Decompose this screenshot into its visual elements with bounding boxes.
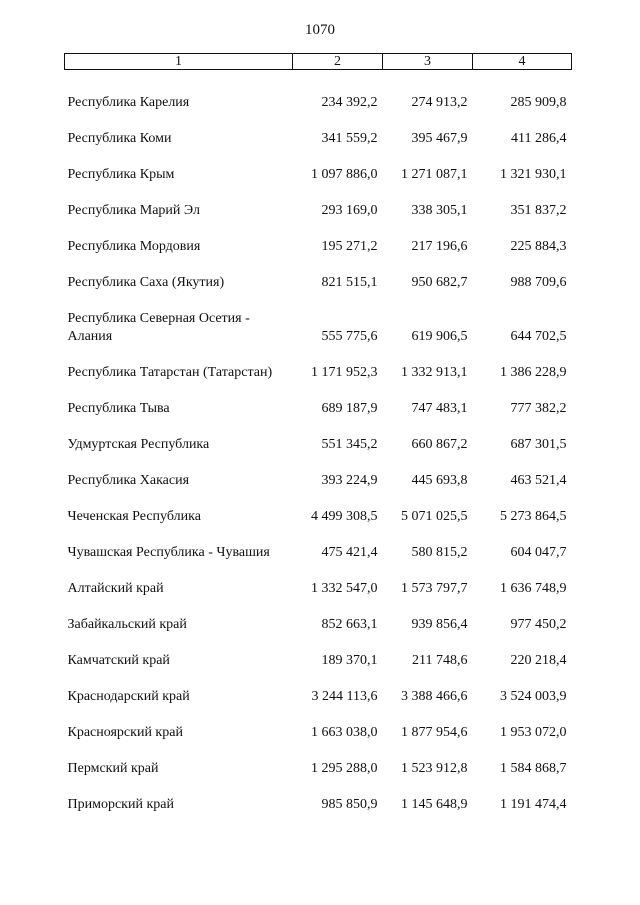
value-col-2: 821 515,1 bbox=[321, 274, 378, 290]
value-col-2: 689 187,9 bbox=[321, 400, 378, 416]
value-col-4: 604 047,7 bbox=[510, 544, 567, 560]
value-col-3: 1 877 954,6 bbox=[401, 724, 468, 740]
value-col-2: 234 392,2 bbox=[321, 94, 378, 110]
value-col-3: 1 332 913,1 bbox=[401, 364, 468, 380]
column-header-4: 4 bbox=[473, 54, 572, 70]
value-col-3: 1 573 797,7 bbox=[401, 580, 468, 596]
region-name: Красноярский край bbox=[67, 724, 183, 740]
value-col-3: 660 867,2 bbox=[411, 436, 468, 452]
value-col-3: 274 913,2 bbox=[411, 94, 468, 110]
value-col-2: 393 224,9 bbox=[321, 472, 378, 488]
region-name: Республика Северная Осетия - Алания bbox=[67, 310, 250, 344]
value-col-2: 1 295 288,0 bbox=[311, 760, 378, 776]
value-col-2: 3 244 113,6 bbox=[311, 688, 378, 704]
table-row bbox=[65, 778, 572, 814]
region-name: Удмуртская Республика bbox=[67, 436, 210, 452]
value-col-4: 351 837,2 bbox=[510, 202, 567, 218]
table-row bbox=[65, 346, 572, 382]
value-col-2: 293 169,0 bbox=[321, 202, 378, 218]
value-col-2: 985 850,9 bbox=[321, 796, 378, 812]
region-name: Республика Марий Эл bbox=[67, 202, 200, 218]
value-col-4: 220 218,4 bbox=[510, 652, 567, 668]
value-col-4: 285 909,8 bbox=[510, 94, 567, 110]
table-row bbox=[65, 490, 572, 526]
value-col-4: 988 709,6 bbox=[510, 274, 567, 290]
value-col-2: 1 332 547,0 bbox=[311, 580, 378, 596]
value-col-2: 475 421,4 bbox=[321, 544, 378, 560]
value-col-4: 644 702,5 bbox=[510, 328, 567, 344]
table-row bbox=[65, 526, 572, 562]
header-row bbox=[65, 54, 572, 70]
value-col-3: 1 523 912,8 bbox=[401, 760, 468, 776]
value-col-3: 5 071 025,5 bbox=[401, 508, 468, 524]
value-col-3: 338 305,1 bbox=[411, 202, 468, 218]
value-col-4: 3 524 003,9 bbox=[500, 688, 567, 704]
value-col-2: 189 370,1 bbox=[321, 652, 378, 668]
value-col-3: 1 145 648,9 bbox=[401, 796, 468, 812]
table-row bbox=[65, 70, 572, 112]
table-row bbox=[65, 292, 572, 346]
value-col-4: 777 382,2 bbox=[510, 400, 567, 416]
table-body bbox=[65, 70, 572, 814]
value-col-4: 1 386 228,9 bbox=[500, 364, 567, 380]
data-table bbox=[64, 53, 572, 814]
column-header-2: 2 bbox=[293, 54, 383, 70]
region-name: Камчатский край bbox=[67, 652, 170, 668]
value-col-3: 3 388 466,6 bbox=[401, 688, 468, 704]
table-row bbox=[65, 148, 572, 184]
table-row bbox=[65, 670, 572, 706]
region-name: Чувашская Республика - Чувашия bbox=[67, 544, 270, 560]
region-name: Республика Хакасия bbox=[67, 472, 190, 488]
table-row bbox=[65, 418, 572, 454]
table-row bbox=[65, 562, 572, 598]
value-col-2: 555 775,6 bbox=[321, 328, 378, 344]
value-col-2: 341 559,2 bbox=[321, 130, 378, 146]
table-row bbox=[65, 742, 572, 778]
region-name: Республика Тыва bbox=[67, 400, 170, 416]
table-row bbox=[65, 382, 572, 418]
region-name: Республика Мордовия bbox=[67, 238, 201, 254]
value-col-4: 463 521,4 bbox=[510, 472, 567, 488]
column-header-3: 3 bbox=[383, 54, 473, 70]
value-col-4: 687 301,5 bbox=[510, 436, 567, 452]
region-name: Пермский край bbox=[67, 760, 159, 776]
region-name: Республика Татарстан (Татарстан) bbox=[67, 364, 273, 380]
region-name: Алтайский край bbox=[67, 580, 164, 596]
value-col-4: 1 953 072,0 bbox=[500, 724, 567, 740]
value-col-4: 225 884,3 bbox=[510, 238, 567, 254]
value-col-4: 411 286,4 bbox=[511, 130, 567, 146]
value-col-2: 1 663 038,0 bbox=[311, 724, 378, 740]
value-col-3: 950 682,7 bbox=[411, 274, 468, 290]
table-row bbox=[65, 598, 572, 634]
value-col-4: 977 450,2 bbox=[510, 616, 567, 632]
region-name: Краснодарский край bbox=[67, 688, 190, 704]
value-col-3: 747 483,1 bbox=[411, 400, 468, 416]
table-row bbox=[65, 112, 572, 148]
table-header bbox=[65, 54, 572, 70]
value-col-3: 445 693,8 bbox=[411, 472, 468, 488]
value-col-2: 551 345,2 bbox=[321, 436, 378, 452]
table-row bbox=[65, 184, 572, 220]
column-header-1: 1 bbox=[65, 54, 293, 70]
region-name: Республика Карелия bbox=[67, 94, 190, 110]
table-row bbox=[65, 256, 572, 292]
region-name: Забайкальский край bbox=[67, 616, 187, 632]
value-col-3: 939 856,4 bbox=[411, 616, 468, 632]
region-name: Приморский край bbox=[67, 796, 174, 812]
value-col-3: 1 271 087,1 bbox=[401, 166, 468, 182]
value-col-3: 580 815,2 bbox=[411, 544, 468, 560]
value-col-4: 1 321 930,1 bbox=[500, 166, 567, 182]
value-col-3: 211 748,6 bbox=[412, 652, 468, 668]
value-col-2: 852 663,1 bbox=[321, 616, 378, 632]
value-col-4: 5 273 864,5 bbox=[500, 508, 567, 524]
page-number: 1070 bbox=[305, 22, 335, 38]
region-name: Республика Коми bbox=[67, 130, 172, 146]
region-name: Республика Саха (Якутия) bbox=[67, 274, 225, 290]
value-col-4: 1 636 748,9 bbox=[500, 580, 567, 596]
value-col-2: 1 097 886,0 bbox=[311, 166, 378, 182]
value-col-2: 195 271,2 bbox=[321, 238, 378, 254]
value-col-2: 4 499 308,5 bbox=[311, 508, 378, 524]
value-col-3: 217 196,6 bbox=[411, 238, 468, 254]
table-row bbox=[65, 706, 572, 742]
table-row bbox=[65, 634, 572, 670]
value-col-4: 1 584 868,7 bbox=[500, 760, 567, 776]
value-col-2: 1 171 952,3 bbox=[311, 364, 378, 380]
value-col-3: 619 906,5 bbox=[411, 328, 468, 344]
value-col-4: 1 191 474,4 bbox=[500, 796, 567, 812]
region-name: Чеченская Республика bbox=[67, 508, 201, 524]
table-row bbox=[65, 220, 572, 256]
table-row bbox=[65, 454, 572, 490]
value-col-3: 395 467,9 bbox=[411, 130, 468, 146]
region-name: Республика Крым bbox=[67, 166, 175, 182]
